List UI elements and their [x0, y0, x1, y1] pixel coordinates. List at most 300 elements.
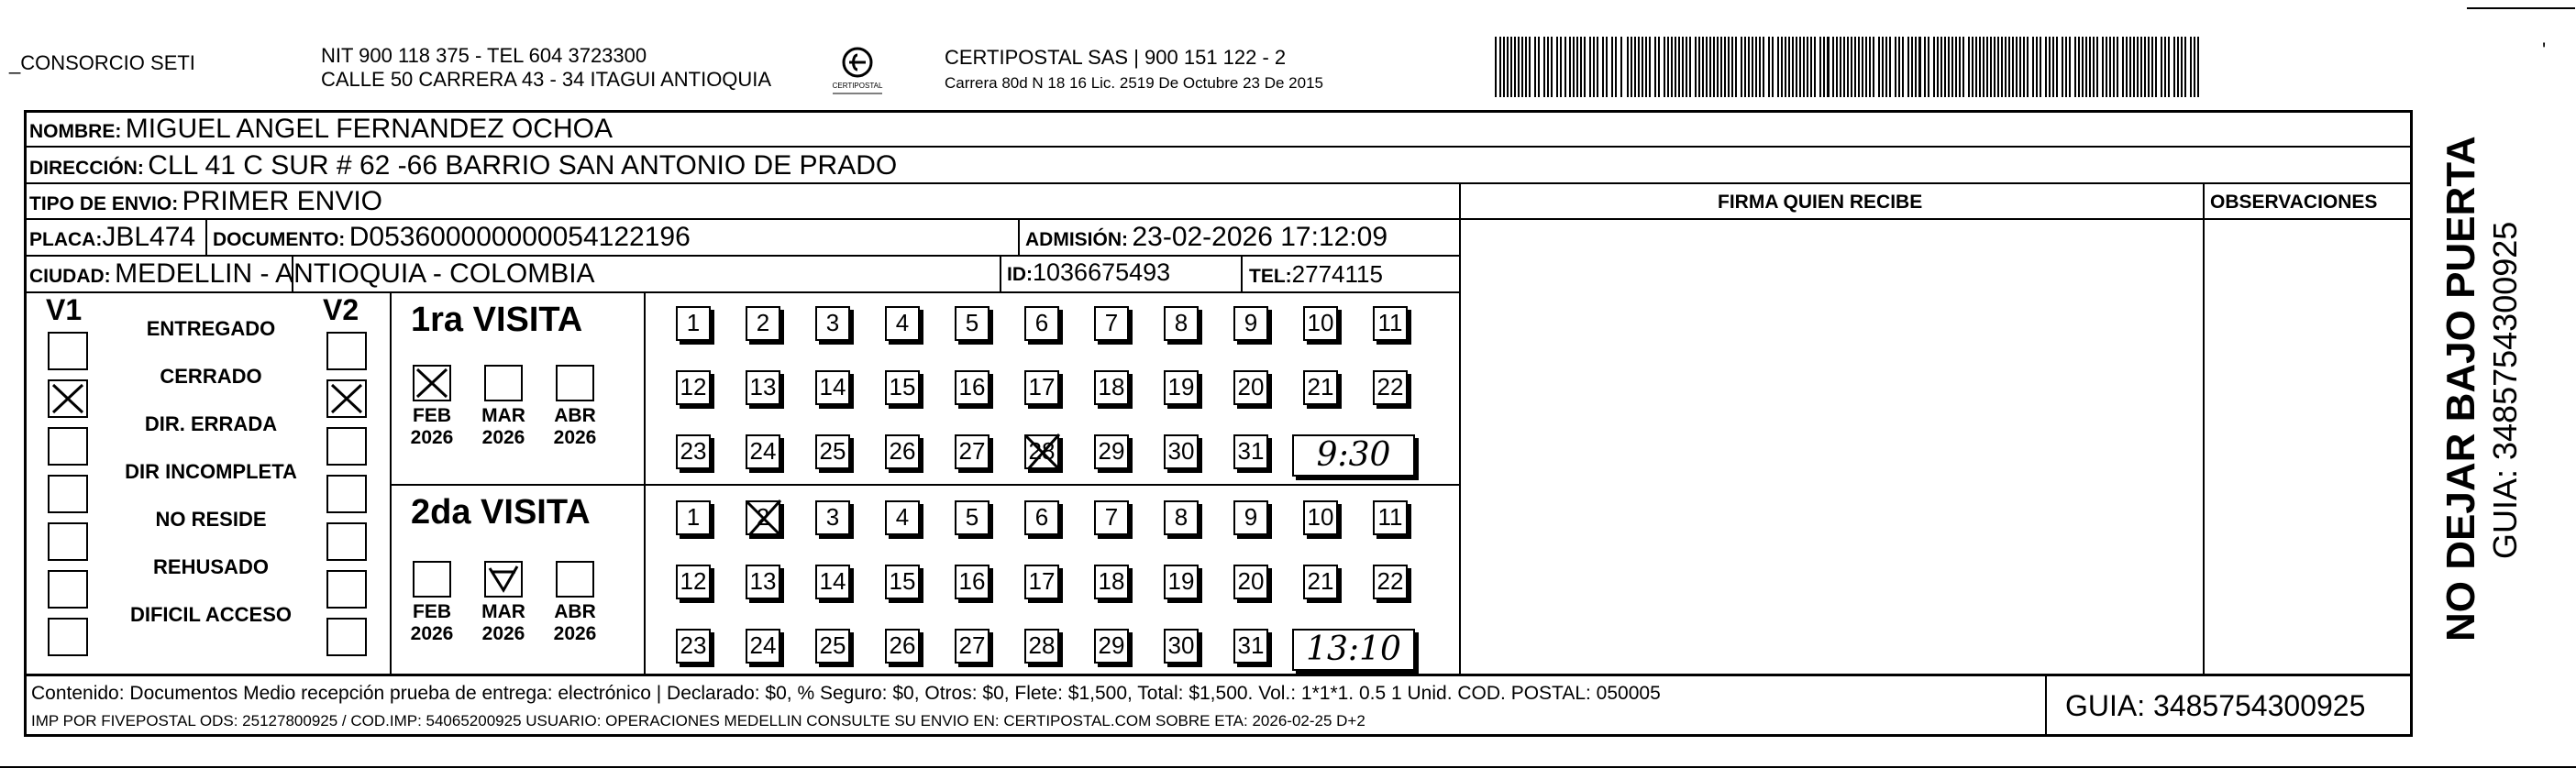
barcode-bar	[2056, 37, 2058, 97]
day-box[interactable]: 7	[1094, 500, 1129, 535]
barcode-bar	[2016, 37, 2018, 97]
barcode-bar	[1698, 37, 1700, 97]
day-box[interactable]: 14	[815, 370, 850, 405]
day-box[interactable]: 30	[1164, 629, 1199, 664]
documento-value: D053600000000054122196	[348, 222, 691, 252]
barcode-bar	[2106, 37, 2107, 97]
barcode-bar	[2096, 37, 2098, 97]
barcode-bar	[1873, 37, 1874, 97]
barcode-bar	[2133, 37, 2135, 97]
day-box[interactable]: 29	[1094, 434, 1129, 469]
day-box[interactable]: 11	[1373, 306, 1408, 341]
day-box[interactable]: 1	[676, 500, 711, 535]
barcode-bar	[1649, 37, 1651, 97]
barcode-bar	[2190, 37, 2192, 97]
barcode-bar	[2137, 37, 2139, 97]
barcode-bar	[1671, 37, 1673, 97]
time-value: 9:30	[1316, 436, 1391, 474]
barcode-bar	[1597, 37, 1598, 97]
day-box[interactable]: 19	[1164, 565, 1199, 599]
status-label: DIR. ERRADA	[144, 412, 278, 435]
placa-label: PLACA:	[29, 229, 103, 250]
barcode-bar	[1895, 37, 1896, 97]
v2-checkbox[interactable]	[326, 618, 367, 656]
barcode-bar	[1827, 37, 1830, 97]
barcode-bar	[2008, 37, 2010, 97]
day-box[interactable]: 28	[1024, 434, 1059, 469]
barcode-bar	[2082, 37, 2084, 97]
barcode-bar	[1792, 37, 1794, 97]
day-box[interactable]: 2	[746, 500, 780, 535]
barcode-bar	[1836, 37, 1838, 97]
barcode-bar	[1862, 37, 1863, 97]
barcode-bar	[1551, 37, 1553, 97]
barcode-bar	[1569, 37, 1571, 97]
month-label	[404, 405, 460, 449]
barcode-bar	[1593, 37, 1595, 97]
day-box[interactable]: 23	[676, 434, 711, 469]
day-box[interactable]: 13	[746, 565, 780, 599]
barcode-bar	[1518, 37, 1520, 97]
month-checkbox[interactable]	[556, 561, 594, 598]
day-box[interactable]: 2	[746, 306, 780, 341]
month-label	[475, 405, 532, 449]
barcode-bar	[1990, 37, 1992, 97]
barcode-bar	[1902, 37, 1904, 97]
time-box[interactable]	[1292, 434, 1415, 477]
day-box[interactable]: 21	[1303, 565, 1338, 599]
barcode-bar	[1940, 37, 1942, 97]
svg-text:CERTIPOSTAL: CERTIPOSTAL	[832, 82, 883, 90]
barcode-bar	[1975, 37, 1977, 97]
day-box[interactable]: 13	[746, 370, 780, 405]
barcode-bar	[1865, 37, 1867, 97]
barcode-bar	[1720, 37, 1722, 97]
barcode-bar	[1763, 37, 1764, 97]
month-year: 2026	[481, 427, 525, 449]
barcode-bar	[1933, 37, 1935, 97]
barcode-bar	[2194, 37, 2195, 97]
day-box[interactable]: 14	[815, 565, 850, 599]
barcode-bar	[1983, 37, 1985, 97]
v2-checkbox[interactable]	[326, 332, 367, 370]
day-box[interactable]: 22	[1373, 565, 1408, 599]
v1-checkbox[interactable]	[48, 379, 88, 418]
month-label	[547, 405, 603, 449]
day-box[interactable]: 6	[1024, 500, 1059, 535]
documento-label: DOCUMENTO:	[213, 229, 346, 250]
day-box[interactable]: 6	[1024, 306, 1059, 341]
month-year: 2026	[481, 623, 525, 645]
day-box[interactable]: 20	[1233, 565, 1268, 599]
barcode-bar	[1576, 37, 1578, 97]
barcode-bar	[2181, 37, 2183, 97]
barcode-bar	[1735, 37, 1737, 97]
barcode-bar	[1503, 37, 1505, 97]
barcode-bar	[2151, 37, 2153, 97]
barcode-bar	[1654, 37, 1656, 97]
barcode-bar	[1514, 37, 1516, 97]
barcode-bar	[2012, 37, 2014, 97]
barcode-bar	[1799, 37, 1801, 97]
barcode-bar	[1748, 37, 1750, 97]
barcode-bar	[1560, 37, 1562, 97]
day-box[interactable]: 26	[885, 434, 920, 469]
barcode-bar	[1507, 37, 1509, 97]
barcode-bar	[1796, 37, 1797, 97]
placa-row	[29, 224, 195, 251]
barcode-bar	[1788, 37, 1790, 97]
barcode-bar	[1955, 37, 1957, 97]
barcode-bar	[1682, 37, 1684, 97]
license-line: Carrera 80d N 18 16 Lic. 2519 De Octubre 23 De 2015	[945, 74, 1323, 92]
ciudad-value: MEDELLIN - ANTIOQUIA - COLOMBIA	[115, 258, 595, 289]
nit-line: NIT 900 118 375 - TEL 604 3723300	[321, 44, 647, 67]
imp-line: IMP POR FIVEPOSTAL ODS: 25127800925 / COD.IMP: 54065200925 USUARIO: OPERACIONES MEDELLIN CONSULTE SU ENVIO EN: CERTIPOSTAL.COM SOBRE ETA: 2026-02-25 D+2	[31, 712, 1365, 730]
side-notice: NO DEJAR BAJO PUERTA	[2438, 136, 2483, 642]
barcode-bar	[1882, 37, 1884, 97]
barcode-bar	[1731, 37, 1733, 97]
time-box[interactable]	[1292, 629, 1415, 671]
barcode-bar	[1948, 37, 1950, 97]
barcode-bar	[1589, 37, 1591, 97]
barcode-bar	[2049, 37, 2051, 97]
day-box[interactable]: 22	[1373, 370, 1408, 405]
barcode-bar	[1564, 37, 1566, 97]
barcode-bar	[2164, 37, 2166, 97]
v1-checkbox[interactable]	[48, 427, 88, 466]
corner-mark	[2467, 7, 2575, 9]
barcode-bar	[1915, 37, 1917, 97]
barcode-bar	[2040, 37, 2041, 97]
direccion-label: DIRECCIÓN:	[29, 158, 144, 179]
nombre-row	[29, 115, 613, 143]
first-visit-title: 1ra VISITA	[411, 301, 583, 339]
day-mark	[1023, 431, 1065, 482]
barcode-bar	[1781, 37, 1783, 97]
day-box[interactable]: 17	[1024, 370, 1059, 405]
side-guia: GUIA: 3485754300925	[2486, 221, 2524, 559]
barcode-bar	[1803, 37, 1805, 97]
barcode-bar	[1858, 37, 1860, 97]
barcode-bar	[1768, 37, 1770, 97]
placa-value: JBL474	[102, 222, 196, 252]
barcode-bar	[1584, 37, 1586, 97]
barcode-bar	[1678, 37, 1680, 97]
barcode-bar	[1918, 37, 1921, 97]
status-label: NO RESIDE	[155, 508, 267, 531]
barcode-bar	[1752, 37, 1753, 97]
barcode-bar	[2148, 37, 2150, 97]
day-box[interactable]: 24	[746, 629, 780, 664]
barcode-bar	[1911, 37, 1913, 97]
day-box[interactable]: 28	[1024, 629, 1059, 664]
barcode-bar	[2117, 37, 2118, 97]
barcode-bar	[2069, 37, 2071, 97]
barcode-bar	[1689, 37, 1691, 97]
barcode-bar	[1843, 37, 1845, 97]
day-box[interactable]: 23	[676, 629, 711, 664]
barcode-bar	[2045, 37, 2047, 97]
day-box[interactable]: 20	[1233, 370, 1268, 405]
barcode-bar	[1840, 37, 1841, 97]
corner-tick: '	[2542, 38, 2547, 61]
barcode-bar	[1664, 37, 1665, 97]
day-box[interactable]: 5	[955, 306, 989, 341]
day-box[interactable]: 16	[955, 370, 989, 405]
tel-value: 2774115	[1291, 260, 1383, 288]
day-box[interactable]: 3	[815, 306, 850, 341]
month-year: 2026	[553, 623, 597, 645]
barcode-bar	[1611, 37, 1613, 97]
barcode-bar	[1972, 37, 1973, 97]
v2-header: V2	[323, 293, 359, 326]
day-box[interactable]: 25	[815, 629, 850, 664]
barcode-bar	[1631, 37, 1632, 97]
barcode-bar	[1907, 37, 1909, 97]
barcode-bar	[1686, 37, 1687, 97]
day-box[interactable]: 31	[1233, 629, 1268, 664]
day-box[interactable]: 9	[1233, 500, 1268, 535]
barcode-bar	[2144, 37, 2146, 97]
barcode-bar	[1994, 37, 1996, 97]
barcode-bar	[2168, 37, 2170, 97]
barcode-bar	[1642, 37, 1643, 97]
month-label	[404, 601, 460, 645]
admision-label: ADMISIÓN:	[1025, 229, 1128, 250]
barcode-bar	[1713, 37, 1715, 97]
barcode-bar	[1951, 37, 1953, 97]
barcode-bar	[2089, 37, 2091, 97]
admision-value: 23-02-2026 17:12:09	[1132, 222, 1388, 252]
id-label: ID:	[1007, 264, 1033, 285]
barcode-bar	[1772, 37, 1774, 97]
barcode-bar	[1959, 37, 1961, 97]
contenido-line: Contenido: Documentos Medio recepción prueba de entrega: electrónico | Declarado: $0, % Seguro: $0, Otros: $0, Flete: $1,500, Total: $1,500. Vol.: 1*1*1. 0.5 1 Unid. COD. POSTAL: 050005	[31, 683, 1661, 704]
day-box[interactable]: 31	[1233, 434, 1268, 469]
day-box[interactable]: 29	[1094, 629, 1129, 664]
day-box[interactable]: 3	[815, 500, 850, 535]
barcode-bar	[2052, 37, 2054, 97]
company-name: _CONSORCIO SETI	[9, 51, 195, 74]
month-name: MAR	[481, 601, 525, 622]
barcode-bar	[2140, 37, 2142, 97]
id-value: 1036675493	[1033, 258, 1171, 286]
barcode-bar	[1717, 37, 1719, 97]
barcode-bar	[1937, 37, 1939, 97]
status-label: DIR INCOMPLETA	[125, 460, 297, 483]
day-box[interactable]: 18	[1094, 565, 1129, 599]
v2-checkbox[interactable]	[326, 427, 367, 466]
barcode-bar	[1986, 37, 1988, 97]
barcode-bar	[1529, 37, 1531, 97]
admision-row	[1025, 224, 1388, 251]
day-box[interactable]: 27	[955, 434, 989, 469]
barcode-bar	[1810, 37, 1812, 97]
barcode-bar	[2184, 37, 2186, 97]
barcode-bar	[1521, 37, 1523, 97]
barcode	[1495, 37, 2201, 97]
day-box[interactable]: 8	[1164, 500, 1199, 535]
barcode-bar	[1885, 37, 1887, 97]
barcode-bar	[1602, 37, 1604, 97]
barcode-bar	[1785, 37, 1786, 97]
month-name: FEB	[413, 601, 451, 622]
v1-header: V1	[46, 293, 83, 326]
day-box[interactable]: 19	[1164, 370, 1199, 405]
day-box[interactable]: 30	[1164, 434, 1199, 469]
barcode-bar	[2085, 37, 2087, 97]
month-year: 2026	[410, 623, 454, 645]
month-year: 2026	[553, 427, 597, 449]
ciudad-label: CIUDAD:	[29, 266, 111, 287]
month-name: MAR	[481, 405, 525, 426]
barcode-bar	[1709, 37, 1711, 97]
month-checkbox[interactable]	[484, 561, 523, 598]
day-box[interactable]: 17	[1024, 565, 1059, 599]
day-box[interactable]: 27	[955, 629, 989, 664]
day-box[interactable]: 11	[1373, 500, 1408, 535]
status-label: CERRADO	[160, 365, 262, 388]
barcode-bar	[1620, 37, 1622, 97]
day-box[interactable]: 4	[885, 306, 920, 341]
barcode-bar	[1534, 37, 1536, 97]
ciudad-row	[29, 260, 595, 288]
day-box[interactable]: 12	[676, 565, 711, 599]
barcode-bar	[2032, 37, 2034, 97]
v1-checkbox[interactable]	[48, 332, 88, 370]
day-box[interactable]: 16	[955, 565, 989, 599]
month-checkbox[interactable]	[556, 365, 594, 401]
barcode-bar	[1695, 37, 1697, 97]
barcode-bar	[1819, 37, 1821, 97]
barcode-bar	[2155, 37, 2157, 97]
day-box[interactable]: 25	[815, 434, 850, 469]
barcode-bar	[1759, 37, 1761, 97]
day-mark	[744, 497, 786, 548]
day-box[interactable]: 15	[885, 565, 920, 599]
barcode-bar	[1573, 37, 1575, 97]
barcode-bar	[2113, 37, 2115, 97]
day-box[interactable]: 12	[676, 370, 711, 405]
barcode-bar	[1741, 37, 1742, 97]
tipo-value: PRIMER ENVIO	[182, 186, 383, 216]
tipo-row	[29, 188, 382, 215]
v1-checkbox[interactable]	[48, 522, 88, 561]
month-name: ABR	[554, 405, 596, 426]
day-box[interactable]: 9	[1233, 306, 1268, 341]
v2-checkbox[interactable]	[326, 475, 367, 513]
day-box[interactable]: 21	[1303, 370, 1338, 405]
v1-checkbox[interactable]	[48, 570, 88, 609]
barcode-bar	[2001, 37, 2003, 97]
barcode-bar	[1854, 37, 1856, 97]
observaciones-header: OBSERVACIONES	[2210, 192, 2378, 213]
certipostal-logo	[824, 44, 891, 99]
barcode-bar	[1997, 37, 1999, 97]
barcode-bar	[1777, 37, 1779, 97]
barcode-bar	[1944, 37, 1946, 97]
day-box[interactable]: 5	[955, 500, 989, 535]
month-label	[475, 601, 532, 645]
day-box[interactable]: 15	[885, 370, 920, 405]
barcode-bar	[2023, 37, 2025, 97]
month-checkbox[interactable]	[413, 365, 451, 401]
v2-checkbox[interactable]	[326, 379, 367, 418]
v1-checkbox[interactable]	[48, 618, 88, 656]
barcode-bar	[2074, 37, 2076, 97]
day-box[interactable]: 18	[1094, 370, 1129, 405]
carrier-line: CERTIPOSTAL SAS | 900 151 122 - 2	[945, 46, 1287, 69]
v2-checkbox[interactable]	[326, 570, 367, 609]
barcode-bar	[1510, 37, 1512, 97]
v2-checkbox[interactable]	[326, 522, 367, 561]
barcode-bar	[1755, 37, 1757, 97]
barcode-bar	[1814, 37, 1816, 97]
day-box[interactable]: 8	[1164, 306, 1199, 341]
barcode-bar	[1851, 37, 1852, 97]
barcode-bar	[1724, 37, 1726, 97]
status-label: DIFICIL ACCESO	[129, 603, 292, 626]
barcode-bar	[1962, 37, 1964, 97]
barcode-bar	[2161, 37, 2162, 97]
direccion-row	[29, 152, 897, 180]
barcode-bar	[1543, 37, 1545, 97]
status-label: REHUSADO	[153, 555, 269, 578]
barcode-bar	[2027, 37, 2029, 97]
direccion-value: CLL 41 C SUR # 62 -66 BARRIO SAN ANTONIO DE PRADO	[148, 150, 898, 181]
month-name: ABR	[554, 601, 596, 622]
barcode-bar	[1499, 37, 1501, 97]
time-value: 13:10	[1306, 631, 1401, 668]
barcode-bar	[1525, 37, 1527, 97]
nombre-value: MIGUEL ANGEL FERNANDEZ OCHOA	[125, 114, 613, 144]
barcode-bar	[1627, 37, 1629, 97]
v1-checkbox[interactable]	[48, 475, 88, 513]
barcode-bar	[1634, 37, 1636, 97]
barcode-bar	[2177, 37, 2179, 97]
barcode-bar	[1832, 37, 1834, 97]
barcode-bar	[1878, 37, 1880, 97]
month-year: 2026	[410, 427, 454, 449]
barcode-bar	[1889, 37, 1891, 97]
barcode-bar	[2102, 37, 2104, 97]
day-box[interactable]: 24	[746, 434, 780, 469]
barcode-bar	[2122, 37, 2124, 97]
month-checkbox[interactable]	[484, 365, 523, 401]
month-label	[547, 601, 603, 645]
barcode-bar	[2036, 37, 2038, 97]
barcode-bar	[1667, 37, 1669, 97]
barcode-bar	[1580, 37, 1582, 97]
barcode-bar	[1606, 37, 1608, 97]
barcode-bar	[1968, 37, 1970, 97]
day-box[interactable]: 10	[1303, 500, 1338, 535]
day-box[interactable]: 7	[1094, 306, 1129, 341]
barcode-bar	[1898, 37, 1900, 97]
day-box[interactable]: 4	[885, 500, 920, 535]
month-checkbox[interactable]	[413, 561, 451, 598]
day-box[interactable]: 1	[676, 306, 711, 341]
day-box[interactable]: 26	[885, 629, 920, 664]
nombre-label: NOMBRE:	[29, 121, 122, 142]
barcode-bar	[1979, 37, 1981, 97]
barcode-bar	[1728, 37, 1730, 97]
documento-row	[213, 224, 691, 251]
barcode-bar	[1807, 37, 1808, 97]
barcode-bar	[1495, 37, 1497, 97]
day-box[interactable]: 10	[1303, 306, 1338, 341]
